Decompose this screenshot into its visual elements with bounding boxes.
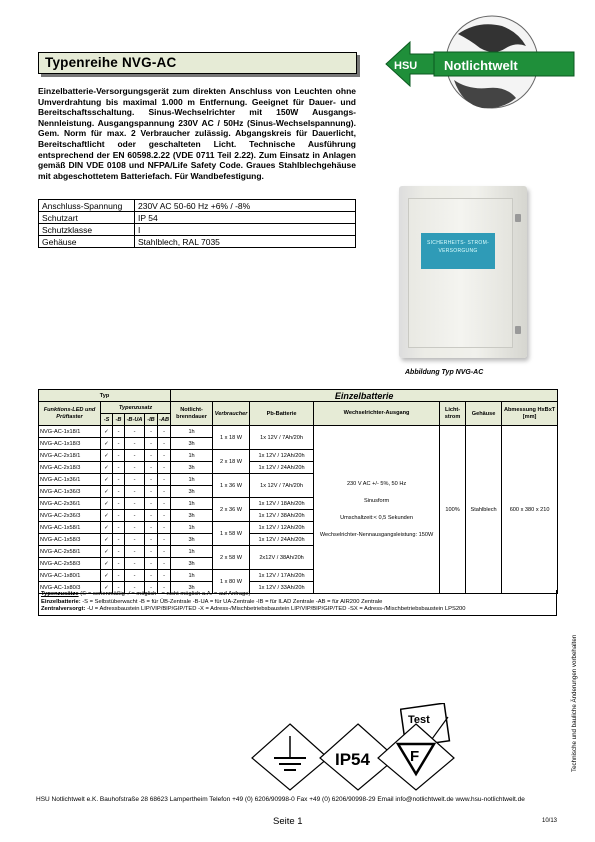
legend-typenzusaetze-label: Typenzusätze xyxy=(41,591,79,597)
table-cell: ✓ xyxy=(101,474,113,486)
table-cell: ✓ xyxy=(101,498,113,510)
table-cell: 1x 12V / 24Ah/20h xyxy=(250,462,314,474)
table-cell: - xyxy=(125,462,145,474)
spec-table xyxy=(38,199,356,248)
table-cell: 1x 12V / 17Ah/20h xyxy=(250,570,314,582)
table-cell: - xyxy=(158,570,171,582)
table-cell: - xyxy=(125,546,145,558)
table-cell: - xyxy=(125,450,145,462)
legend-typenzusaetze: (© = serienmäßig ✓= möglich - = nicht möglich a.A. = auf Anfrage) xyxy=(78,591,251,597)
header-typenzusatz: Typenzusatz xyxy=(101,402,171,414)
f-mark-icon xyxy=(376,722,456,792)
logo-text-left: HSU xyxy=(394,60,418,72)
legend-einzelbatterie-label: Einzelbatterie: xyxy=(41,598,81,605)
table-cell: ✓ xyxy=(101,438,113,450)
table-cell: - xyxy=(145,426,158,438)
table-cell: NVG-AC-1x58/3 xyxy=(39,534,101,546)
table-cell: - xyxy=(158,450,171,462)
table-cell: 3h xyxy=(171,462,213,474)
table-cell: NVG-AC-1x18/1 xyxy=(39,426,101,438)
header-verbraucher: Verbraucher xyxy=(213,402,250,426)
table-cell: - xyxy=(145,510,158,522)
table-cell: - xyxy=(113,426,125,438)
table-cell: 3h xyxy=(171,486,213,498)
table-cell: - xyxy=(113,546,125,558)
table-cell: NVG-AC-1x36/3 xyxy=(39,486,101,498)
table-cell: 1x 12V / 18Ah/20h xyxy=(250,498,314,510)
table-cell: ✓ xyxy=(101,546,113,558)
table-cell: - xyxy=(158,462,171,474)
table-cell: 2x12V / 38Ah/20h xyxy=(250,546,314,570)
table-cell: 1h xyxy=(171,522,213,534)
header-ab: -AB xyxy=(158,414,171,426)
header-ib: -IB xyxy=(145,414,158,426)
product-table xyxy=(38,389,558,594)
legend-zentral: -U = Adressbaustein LIP/VIP/BIP/GIP/TED -X = Adress-/Mischbetriebsbaustein LIP/VIP/BIP/GIP/TED -SX = Adress-/Mischbetriebsbaustein LPS200 xyxy=(85,606,466,613)
table-cell: - xyxy=(125,522,145,534)
hsu-notlichtwelt-logo xyxy=(380,14,580,126)
table-cell: - xyxy=(158,426,171,438)
table-cell: ✓ xyxy=(101,534,113,546)
table-cell: - xyxy=(125,498,145,510)
table-cell: 1h xyxy=(171,474,213,486)
header-funktion: Funktions-LED und Prüftaster xyxy=(39,402,101,426)
hinge xyxy=(515,214,521,222)
table-cell: - xyxy=(145,450,158,462)
table-cell: - xyxy=(113,438,125,450)
table-cell: - xyxy=(158,474,171,486)
page-title: Typenreihe NVG-AC xyxy=(45,55,177,70)
table-cell: NVG-AC-2x58/3 xyxy=(39,558,101,570)
table-cell: - xyxy=(145,462,158,474)
legend-einzelbatterie: -S = Selbstüberwacht -B = für ÜB-Zentrale -B-UA = für UA-Zentrale -IB = für ILAD Zentrale -AB = für AIR200 Zentrale xyxy=(80,598,383,605)
table-cell: 100% xyxy=(440,426,466,594)
table-cell: 3h xyxy=(171,438,213,450)
table-cell: - xyxy=(145,522,158,534)
table-cell: - xyxy=(145,498,158,510)
table-cell: 1h xyxy=(171,546,213,558)
table-cell: - xyxy=(145,486,158,498)
legend-zentral-label: Zentralversorgt: xyxy=(41,606,86,613)
table-cell: - xyxy=(158,510,171,522)
table-cell: ✓ xyxy=(101,462,113,474)
table-cell: NVG-AC-2x18/1 xyxy=(39,450,101,462)
table-cell: ✓ xyxy=(101,510,113,522)
table-cell: ✓ xyxy=(101,558,113,570)
table-cell: 1x 12V / 7Ah/20h xyxy=(250,426,314,450)
table-cell: 2 x 36 W xyxy=(213,498,250,522)
table-cell: - xyxy=(113,498,125,510)
table-cell: ✓ xyxy=(101,426,113,438)
table-cell: - xyxy=(125,582,145,594)
table-cell: - xyxy=(113,474,125,486)
cabinet-label: SICHERHEITS- STROM- VERSORGUNG xyxy=(421,233,495,269)
table-cell: - xyxy=(113,522,125,534)
table-cell: - xyxy=(113,462,125,474)
logo-text-right: Notlichtwelt xyxy=(444,58,518,73)
table-cell: 1h xyxy=(171,450,213,462)
table-cell: 1x 12V / 38Ah/20h xyxy=(250,510,314,522)
table-cell: - xyxy=(145,558,158,570)
table-cell: Stahlblech xyxy=(466,426,502,594)
spec-row: Anschluss-Spannung 230V AC 50-60 Hz +6% / -8% xyxy=(39,200,356,212)
page-number: 10/13 xyxy=(542,818,558,824)
header-gehaeuse: Gehäuse xyxy=(466,402,502,426)
table-cell: - xyxy=(113,558,125,570)
test-mark-text: Test xyxy=(408,714,430,726)
table-cell: - xyxy=(125,510,145,522)
table-cell: NVG-AC-1x18/3 xyxy=(39,438,101,450)
product-description: Einzelbatterie-Versorgungsgerät zum direkten Anschluss von Leuchten ohne Umverdrahtung bis maximal 1.000 m Entfernung. Geeignet für Dauer- und Bereitschaftsschaltung. Sinus-Wechselrichter mit 150W Ausgangs-Nennleistung. Ausgangspannung 230V AC / 50Hz (Sinus-Wechselspannung). Gem. Norm für max. 2 Verbraucher zulässig. Abgangskreis für Dauerlicht, Bereitschaftlicht oder geschalteten Licht. Technische Ausführung entsprechend der EN 60598.2.22 (VDE 0711 Teil 2.22). Zum Einsatz in Anlagen gemäß DIN VDE 0108 und NFPA/Life Safety Code. Graues Stahlblechgehäuse mit abgeschottetem Batteriefach. Für Wandbefestigung. xyxy=(38,86,356,181)
table-cell: - xyxy=(158,522,171,534)
table-cell: 3h xyxy=(171,558,213,570)
header-b: -B xyxy=(113,414,125,426)
wechselrichter-cell xyxy=(314,426,440,594)
header-notlicht: Notlicht-brenndauer xyxy=(171,402,213,426)
table-cell: - xyxy=(125,486,145,498)
table-cell: 3h xyxy=(171,510,213,522)
table-cell: NVG-AC-1x80/1 xyxy=(39,570,101,582)
header-abmessung: Abmessung HxBxT [mm] xyxy=(502,402,558,426)
table-cell: - xyxy=(158,486,171,498)
table-cell: ✓ xyxy=(101,522,113,534)
table-cell: - xyxy=(145,438,158,450)
wechselrichter-line: Wechselrichter-Nennausgangsleistung: 150W xyxy=(319,531,434,538)
table-cell: 3h xyxy=(171,582,213,594)
table-cell: ✓ xyxy=(101,582,113,594)
table-cell: 1 x 58 W xyxy=(213,522,250,546)
table-cell: NVG-AC-2x18/3 xyxy=(39,462,101,474)
header-einzelbatterie: Einzelbatterie xyxy=(171,390,558,402)
table-cell: 3h xyxy=(171,534,213,546)
table-cell: - xyxy=(125,474,145,486)
table-cell: NVG-AC-2x36/1 xyxy=(39,498,101,510)
table-cell: - xyxy=(145,570,158,582)
table-cell: 1x 12V / 33Ah/20h xyxy=(250,582,314,594)
header-typ: Typ xyxy=(39,390,171,402)
table-row xyxy=(39,426,558,438)
side-note: Technische und bauliche Änderungen vorbehalten xyxy=(571,634,578,772)
cabinet-door xyxy=(408,198,513,348)
spec-row: Schutzklasse I xyxy=(39,224,356,236)
table-cell: - xyxy=(158,534,171,546)
table-cell: - xyxy=(113,486,125,498)
table-legend xyxy=(38,590,557,616)
footer-address: HSU Notlichtwelt e.K. Bauhofstraße 28 68623 Lampertheim Telefon +49 (0) 6206/90998-0 Fax +49 (0) 6206/90998-29 Email info@notlichtwelt.de www.hsu-notlichtwelt.de xyxy=(36,796,525,803)
product-photo xyxy=(399,186,527,358)
title-box xyxy=(38,52,357,74)
wechselrichter-line: Umschaltzeit:< 0,5 Sekunden xyxy=(340,514,414,521)
table-cell: 1x 12V / 12Ah/20h xyxy=(250,450,314,462)
f-mark-text: F xyxy=(410,748,420,765)
table-cell: NVG-AC-2x36/3 xyxy=(39,510,101,522)
ip54-text: IP54 xyxy=(335,750,370,769)
table-cell: - xyxy=(158,558,171,570)
table-cell: - xyxy=(125,534,145,546)
table-cell: NVG-AC-1x58/1 xyxy=(39,522,101,534)
table-cell: ✓ xyxy=(101,486,113,498)
header-licht: Licht-strom xyxy=(440,402,466,426)
table-cell: NVG-AC-1x80/3 xyxy=(39,582,101,594)
table-cell: - xyxy=(113,570,125,582)
spec-row: Schutzart IP 54 xyxy=(39,212,356,224)
table-cell: 1x 12V / 12Ah/20h xyxy=(250,522,314,534)
photo-caption: Abbildung Typ NVG-AC xyxy=(405,369,484,376)
table-cell: ✓ xyxy=(101,450,113,462)
header-bua: -B-UA xyxy=(125,414,145,426)
table-cell: - xyxy=(158,582,171,594)
table-cell: 1h xyxy=(171,426,213,438)
table-cell: - xyxy=(145,534,158,546)
table-cell: - xyxy=(113,450,125,462)
table-cell: NVG-AC-2x58/1 xyxy=(39,546,101,558)
spec-row: Gehäuse Stahlblech, RAL 7035 xyxy=(39,236,356,248)
table-cell: - xyxy=(125,570,145,582)
header-pb: Pb-Batterie xyxy=(250,402,314,426)
table-cell: ✓ xyxy=(101,570,113,582)
page-label: Seite 1 xyxy=(273,816,303,827)
hinge xyxy=(515,326,521,334)
table-cell: 2 x 58 W xyxy=(213,546,250,570)
table-cell: - xyxy=(125,438,145,450)
table-cell: 600 x 380 x 210 xyxy=(502,426,558,594)
wechselrichter-line: Sinusform xyxy=(363,497,390,504)
table-cell: - xyxy=(125,426,145,438)
wechselrichter-line: 230 V AC +/- 5%, 50 Hz xyxy=(346,480,407,487)
table-cell: 1h xyxy=(171,570,213,582)
table-cell: NVG-AC-1x36/1 xyxy=(39,474,101,486)
table-cell: - xyxy=(113,582,125,594)
table-cell: - xyxy=(145,474,158,486)
table-cell: 1 x 36 W xyxy=(213,474,250,498)
header-s: -S xyxy=(101,414,113,426)
table-cell: - xyxy=(113,534,125,546)
table-cell: 1x 12V / 24Ah/20h xyxy=(250,534,314,546)
table-cell: - xyxy=(158,438,171,450)
table-cell: 2 x 18 W xyxy=(213,450,250,474)
header-wr: Wechselrichter-Ausgang xyxy=(314,402,440,426)
table-cell: 1 x 18 W xyxy=(213,426,250,450)
table-cell: - xyxy=(145,546,158,558)
table-cell: 1x 12V / 7Ah/20h xyxy=(250,474,314,498)
table-cell: - xyxy=(145,582,158,594)
table-cell: - xyxy=(125,558,145,570)
table-cell: 1 x 80 W xyxy=(213,570,250,594)
table-cell: - xyxy=(158,546,171,558)
table-cell: - xyxy=(113,510,125,522)
table-cell: - xyxy=(158,498,171,510)
table-cell: 1h xyxy=(171,498,213,510)
